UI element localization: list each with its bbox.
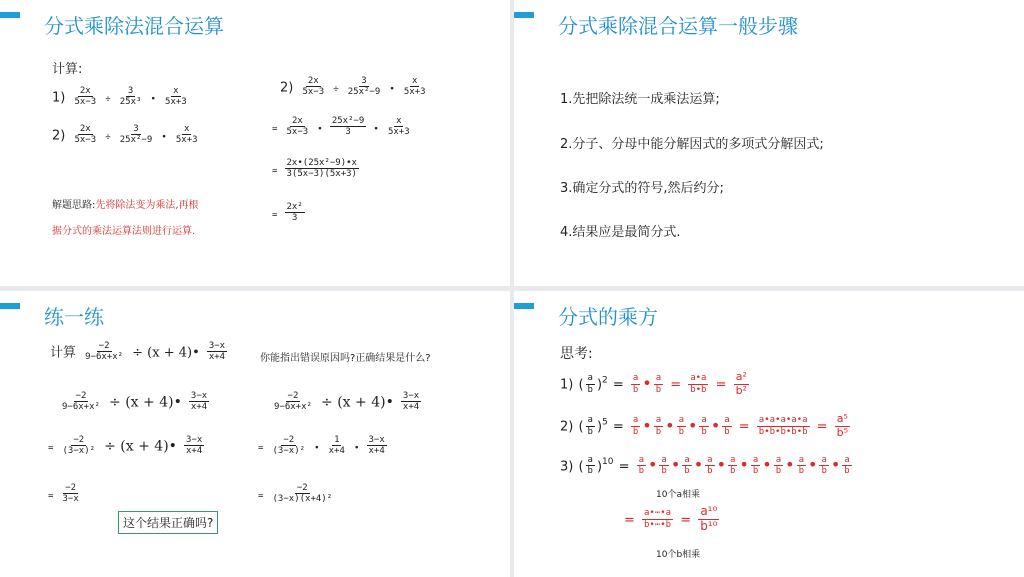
power-row-3: 3) ( $\frac{a}{b}$ )$^{10}$ = $\frac{a}{b}$ • $\frac{a}{b}$ • $\frac{a}{b}$ • $\frac{a}{b}$ • $\frac{a}{b}$ • $\frac{a}{b}$ • $\frac{a}{b}$ • $\frac{a}{b}$ • $\frac{a}{b}$ • $\frac{a}{b}$ [560, 455, 850, 477]
fraction: $\frac{\text{25x²−9}}{3}$ [331, 116, 365, 138]
multiply-dot: • [762, 455, 772, 475]
fraction: $\frac{3-x}{x+4}$ [190, 391, 208, 413]
fraction: $\frac{a}{b}$ [752, 455, 759, 477]
title-accent-bar [0, 303, 20, 309]
fraction: $\frac{3-x}{x+4}$ [208, 341, 226, 363]
fraction: $\frac{a}{b}$ [844, 455, 850, 477]
fraction: $\frac{a}{b}$ [678, 415, 684, 437]
slide-title: 分式的乘方 [558, 305, 658, 329]
problem-1: 1) $\frac{2x}{5x-3}$ ÷ $\frac{3}{\text{25x³}}$ • $\frac{x}{5x+3}$ [52, 86, 187, 108]
power-row-4: = $\frac{a•\cdots•a}{b•\cdots•b}$ = $\frac{\text{a¹⁰}}{\text{b¹⁰}}$ [624, 504, 718, 533]
multiply-dot: • [710, 415, 721, 435]
power-row-2: 2) ( $\frac{a}{b}$ )$^5$ = $\frac{a}{b}$ • $\frac{a}{b}$ • $\frac{a}{b}$ • $\frac{a}{b}$ • $\frac{a}{b}$ = $\frac{a•a•a•a•a}{b•b•b•b•b}$ = $\frac{\text{a⁵}}{\text{b⁵}}$ [560, 412, 849, 439]
multiply-dot: • [642, 415, 652, 435]
multiply-dot: • [716, 455, 726, 475]
fraction: $\frac{\text{a²}}{\text{b²}}$ [735, 370, 747, 397]
is-correct-box: 这个结果正确吗? [118, 511, 218, 534]
fraction: $\frac{a•a•a•a•a}{b•b•b•b•b}$ [758, 415, 808, 437]
fraction: $\frac{-2}{\text{9−6x+x²}}$ [274, 391, 312, 413]
fraction: $\frac{3}{\text{25x²−9}}$ [119, 124, 153, 146]
multiply-dot: • [670, 455, 681, 475]
multiply-dot: • [739, 455, 749, 475]
multiply-dot: • [693, 455, 704, 475]
multiply-dot: • [808, 455, 818, 475]
fraction: $\frac{2x}{5x-3}$ [74, 86, 97, 108]
title-accent-bar [514, 303, 534, 309]
fraction: $\frac{a}{b}$ [587, 415, 593, 437]
fraction: $\frac{a}{b}$ [661, 455, 667, 477]
fraction: $\frac{x}{5x+3}$ [165, 86, 187, 108]
fraction: $\frac{3-x}{x+4}$ [186, 435, 203, 457]
fraction: $\frac{1}{x+4}$ [328, 435, 345, 457]
fraction: $\frac{-2}{\text{(3−x)(x+4)²}}$ [272, 483, 333, 505]
compute-label: 计算 [50, 345, 77, 361]
hint-label: 解题思路: [52, 200, 96, 211]
slide-title: 分式乘除混合运算一般步骤 [558, 14, 798, 38]
fraction: $\frac{\text{a¹⁰}}{\text{b¹⁰}}$ [700, 504, 718, 533]
fraction: $\frac{-2}{\text{9−6x+x²}}$ [62, 391, 100, 413]
solution-line-3: = $\frac{\text{2x•(25x²−9)•x}}{3(5x-3)(5x+3)}$ [272, 158, 357, 180]
fraction: $\frac{a}{b}$ [632, 373, 639, 395]
wrong-line-1: $\frac{-2}{\text{9−6x+x²}}$ ÷ (x + 4)• $\frac{3-x}{x+4}$ [62, 391, 208, 413]
fraction: $\frac{-2}{3-x}$ [62, 483, 79, 505]
solution-line-1: 2) $\frac{2x}{5x-3}$ ÷ $\frac{3}{\text{25x²−9}}$ • $\frac{x}{5x+3}$ [280, 76, 426, 98]
fraction: $\frac{a•a}{b•b}$ [690, 373, 707, 395]
wrong-line-2: = $\frac{-2}{\text{(3−x)²}}$ ÷ (x + 4)• $\frac{3-x}{x+4}$ [48, 435, 203, 457]
correct-line-2: = $\frac{-2}{\text{(3−x)²}}$ • $\frac{1}{x+4}$ • $\frac{3-x}{x+4}$ [258, 435, 385, 457]
fraction: $\frac{3-x}{x+4}$ [402, 391, 420, 413]
slide-mixed-operations [0, 0, 510, 286]
slide-title: 分式乘除法混合运算 [44, 14, 224, 38]
problem-1-label: 1) [52, 90, 66, 106]
fraction: $\frac{x}{5x+3}$ [175, 124, 198, 146]
fraction: $\frac{a}{b}$ [724, 415, 730, 437]
solution-line-4: = $\frac{\text{2x²}}{3}$ [272, 202, 303, 224]
fraction: $\frac{-2}{\text{(3−x)²}}$ [272, 435, 306, 457]
fraction: $\frac{a•\cdots•a}{b•\cdots•b}$ [644, 508, 672, 530]
fraction: $\frac{a}{b}$ [587, 455, 593, 477]
ten-b-note: 10个b相乘 [656, 550, 701, 560]
step-2: 2.分子、分母中能分解因式的多项式分解因式; [560, 137, 824, 152]
fraction: $\frac{x}{5x+3}$ [403, 76, 426, 98]
fraction: $\frac{2x}{5x-3}$ [302, 76, 325, 98]
fraction: $\frac{2x}{5x-3}$ [74, 124, 97, 146]
correct-line-1: $\frac{-2}{\text{9−6x+x²}}$ ÷ (x + 4)• $\frac{3-x}{x+4}$ [274, 391, 420, 413]
step-1: 1.先把除法统一成乘法运算; [560, 92, 720, 107]
fraction: $\frac{2x}{5x-3}$ [286, 116, 309, 138]
fraction: $\frac{a}{b}$ [775, 455, 782, 477]
correct-line-3: = $\frac{-2}{\text{(3−x)(x+4)²}}$ [258, 483, 333, 505]
hint-text-line2: 据分式的乘法运算法则进行运算. [52, 226, 196, 237]
problem-2-label: 2) [52, 128, 66, 144]
title-accent-bar [514, 12, 534, 18]
fraction: $\frac{a}{b}$ [798, 455, 804, 477]
hint-text: 先将除法变为乘法,再根 [95, 200, 199, 211]
multiply-dot: • [665, 415, 675, 435]
hint [52, 196, 199, 211]
fraction: $\frac{a}{b}$ [632, 415, 639, 437]
practice-problem: 计算 $\frac{-2}{\text{9−6x+x²}}$ ÷ (x + 4)• $\frac{3-x}{x+4}$ [50, 341, 226, 363]
slide-practice [0, 291, 510, 577]
compute-label: 计算: [52, 62, 83, 77]
fraction: $\frac{\text{a⁵}}{\text{b⁵}}$ [836, 412, 849, 439]
think-label: 思考: [560, 346, 593, 362]
ten-a-note: 10个a相乘 [656, 490, 700, 500]
fraction: $\frac{a}{b}$ [730, 455, 736, 477]
fraction: $\frac{a}{b}$ [707, 455, 713, 477]
slide-general-steps [514, 0, 1024, 286]
slide-title: 练一练 [44, 305, 104, 329]
fraction: $\frac{-2}{\text{9−6x+x²}}$ [85, 341, 124, 363]
fraction: $\frac{a}{b}$ [821, 455, 827, 477]
multiply-dot: • [785, 455, 795, 475]
step-3: 3.确定分式的符号,然后约分; [560, 181, 724, 196]
fraction: $\frac{-2}{\text{(3−x)²}}$ [62, 435, 96, 457]
slide-fraction-power [514, 291, 1024, 577]
multiply-dot: • [687, 415, 698, 435]
step-4: 4.结果应是最简分式. [560, 225, 681, 240]
problem-2: 2) $\frac{2x}{5x-3}$ ÷ $\frac{3}{\text{25x²−9}}$ • $\frac{x}{5x+3}$ [52, 124, 198, 146]
fraction: $\frac{x}{5x+3}$ [387, 116, 410, 138]
fraction: $\frac{3-x}{x+4}$ [368, 435, 385, 457]
fraction: $\frac{a}{b}$ [655, 415, 662, 437]
fraction: $\frac{3}{\text{25x³}}$ [119, 86, 142, 108]
multiply-dot: • [647, 455, 658, 475]
question-text: 你能指出错误原因吗?正确结果是什么? [260, 353, 431, 364]
power-row-1: 1) ( $\frac{a}{b}$ )$^2$ = $\frac{a}{b}$ • $\frac{a}{b}$ = $\frac{a•a}{b•b}$ = $\frac{\text{a²}}{\text{b²}}$ [560, 370, 747, 397]
fraction: $\frac{\text{2x•(25x²−9)•x}}{3(5x-3)(5x+3)}$ [286, 158, 357, 180]
wrong-line-3: = $\frac{-2}{3-x}$ [48, 483, 79, 505]
multiply-dot: • [830, 455, 841, 475]
fraction: $\frac{3}{\text{25x²−9}}$ [347, 76, 381, 98]
fraction: $\frac{a}{b}$ [655, 373, 662, 395]
fraction: $\frac{a}{b}$ [684, 455, 690, 477]
fraction: $\frac{a}{b}$ [638, 455, 644, 477]
fraction: $\frac{a}{b}$ [587, 373, 593, 395]
title-accent-bar [0, 12, 20, 18]
fraction: $\frac{\text{2x²}}{3}$ [286, 202, 303, 224]
solution-line-2: = $\frac{2x}{5x-3}$ • $\frac{\text{25x²−9}}{3}$ • $\frac{x}{5x+3}$ [272, 116, 410, 138]
fraction: $\frac{a}{b}$ [701, 415, 707, 437]
